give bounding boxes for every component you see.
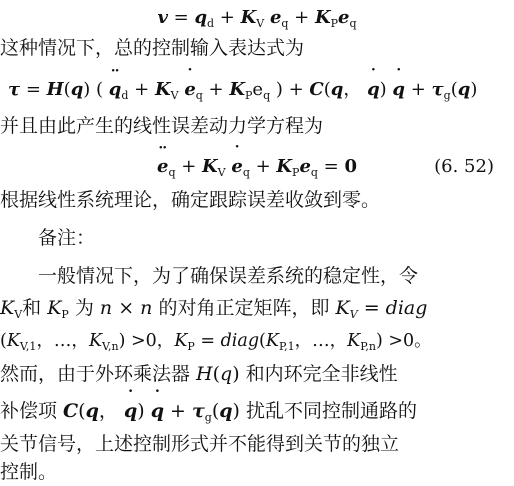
text-line: 并且由此产生的线性误差动力学方程为	[0, 115, 324, 137]
note-label: 备注：	[38, 227, 96, 249]
paragraph-line: 然而，由于外环乘法器 H(q) 和内环完全非线性	[0, 363, 398, 385]
paragraph-line: 补偿项 C(q， ˙ q) ˙ $q + \tau_g(q)$ 扰乱不同控制通路的	[0, 399, 514, 430]
equation-tau: τ = H(q) ( ¨ $q_d + K_V$ ˙ $e_q + K_Pe_q$ ) + C(q， ˙ q) ˙ $q + \tau_g(q)$	[8, 78, 514, 108]
text-line: 根据线性系统理论，确定跟踪误差收敛到零。	[0, 189, 381, 211]
paragraph-line: ($K_{V,1}$，…，$K_{V,n}) >0$，$K_P$ = $diag(K_{P,1}$，…，$K_{P,n}) >0$。	[0, 331, 432, 353]
equation-error: ¨ $e_q + K_V$ ˙ $e_q + K_Pe_q = 0$ (6. 52)	[0, 155, 514, 185]
equation-v: v = ¨ $q_d + K_V$ ˙ $e_q + K_Pe_q$	[0, 6, 514, 36]
paragraph-line: 一般情况下，为了确保误差系统的稳定性，令	[38, 265, 419, 287]
text-line: 这种情况下，总的控制输入表达式为	[0, 37, 305, 59]
paragraph-line: 关节信号，上述控制形式并不能得到关节的独立	[0, 433, 400, 455]
paragraph-line: 控制。	[0, 461, 58, 483]
paragraph-line: $K_V$和 $K_P$ 为 n × n 的对角正定矩阵，即 $K_V$ = diag	[0, 297, 428, 321]
equation-number: (6. 52)	[434, 156, 494, 177]
